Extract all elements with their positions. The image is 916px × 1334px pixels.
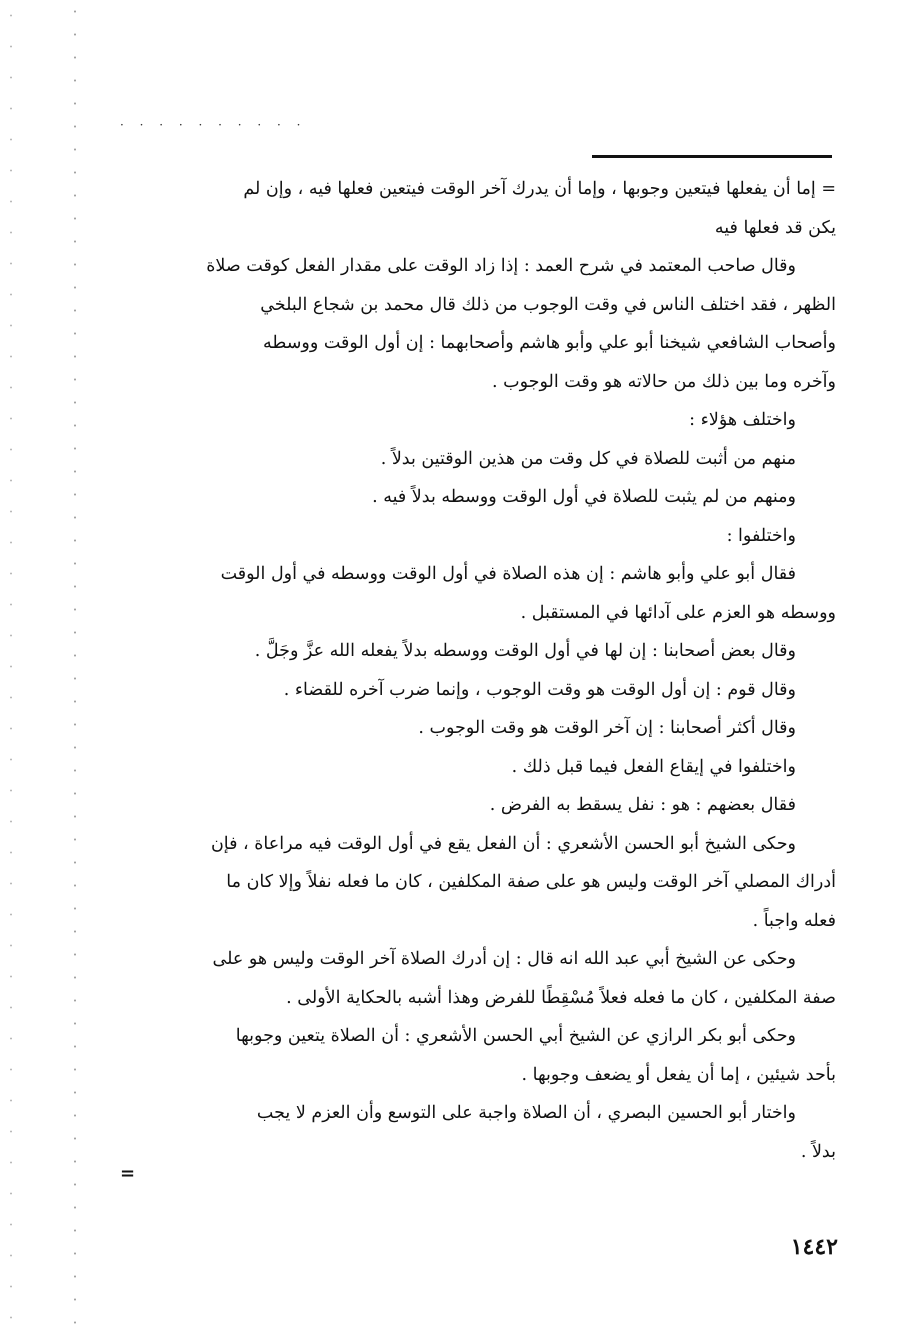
text-line: وأصحاب الشافعي شيخنا أبو علي وأبو هاشم وأصحابهما : إن أول الوقت ووسطه — [262, 333, 836, 353]
text-line: واختلفوا في إيقاع الفعل فيما قبل ذلك . — [511, 756, 796, 777]
text-line: ووسطه هو العزم على آدائها في المستقبل . — [520, 602, 836, 623]
text-line: وحكى أبو بكر الرازي عن الشيخ أبي الحسن الأشعري : أن الصلاة يتعين وجوبها — [235, 1026, 796, 1046]
scan-margin-dots — [72, 0, 78, 1334]
text-line: أدراك المصلي آخر الوقت وليس هو على صفة المكلفين ، كان ما فعله نفلاً وإلا كان ما — [226, 872, 836, 892]
text-line: واختار أبو الحسين البصري ، أن الصلاة واجبة على التوسع وأن العزم لا يجب — [256, 1103, 796, 1123]
text-line: وقال صاحب المعتمد في شرح العمد : إذا زاد الوقت على مقدار الفعل كوقت صلاة — [206, 256, 796, 276]
text-line: يكن قد فعلها فيه — [714, 217, 836, 238]
text-line: فعله واجباً . — [752, 910, 836, 931]
text-line: وقال قوم : إن أول الوقت هو وقت الوجوب ، وإنما ضرب آخره للقضاء . — [283, 679, 796, 700]
text-line: منهم من أثبت للصلاة في كل وقت من هذين الوقتين بدلاً . — [380, 448, 796, 469]
text-line: صفة المكلفين ، كان ما فعله فعلاً مُسْقِطًا للفرض وهذا أشبه بالحكاية الأولى . — [286, 987, 836, 1008]
text-line: وحكى الشيخ أبو الحسن الأشعري : أن الفعل يقع في أول الوقت فيه مراعاة ، فإن — [210, 833, 796, 854]
text-line: وقال أكثر أصحابنا : إن آخر الوقت هو وقت الوجوب . — [418, 718, 796, 738]
text-line: وقال بعض أصحابنا : إن لها في أول الوقت ووسطه بدلاً يفعله الله عزَّ وجَلَّ . — [254, 641, 796, 661]
text-line: واختلف هؤلاء : — [689, 410, 796, 430]
text-line: = إما أن يفعلها فيتعين وجوبها ، وإما أن يدرك آخر الوقت فيتعين فعلها فيه ، وإن لم — [243, 179, 836, 199]
scan-edge-dots — [8, 0, 14, 1334]
text-line: وحكى عن الشيخ أبي عبد الله انه قال : إن أدرك الصلاة آخر الوقت وليس هو على — [212, 949, 796, 969]
footnote-body-text — [118, 170, 836, 1171]
text-line: فقال بعضهم : هو : نفل يسقط به الفرض . — [489, 795, 796, 815]
text-line: وآخره وما بين ذلك من حالاته هو وقت الوجوب . — [491, 371, 836, 392]
footnote-separator-rule — [592, 155, 832, 158]
text-line: واختلفوا : — [726, 525, 796, 546]
text-line: ومنهم من لم يثبت للصلاة في أول الوقت ووسطه بدلاً فيه . — [372, 487, 796, 507]
text-line: بأحد شيئين ، إما أن يفعل أو يضعف وجوبها . — [521, 1064, 836, 1085]
page-number: ١٤٤٢ — [790, 1234, 838, 1260]
text-line: بدلاً . — [800, 1141, 836, 1162]
continuation-mark: = — [120, 1163, 136, 1184]
text-line: فقال أبو علي وأبو هاشم : إن هذه الصلاة في أول الوقت ووسطه في أول الوقت — [220, 564, 796, 584]
header-scan-specks: · · · · · · · · · · — [120, 118, 307, 132]
text-line: الظهر ، فقد اختلف الناس في وقت الوجوب من ذلك قال محمد بن شجاع البلخي — [260, 294, 836, 315]
